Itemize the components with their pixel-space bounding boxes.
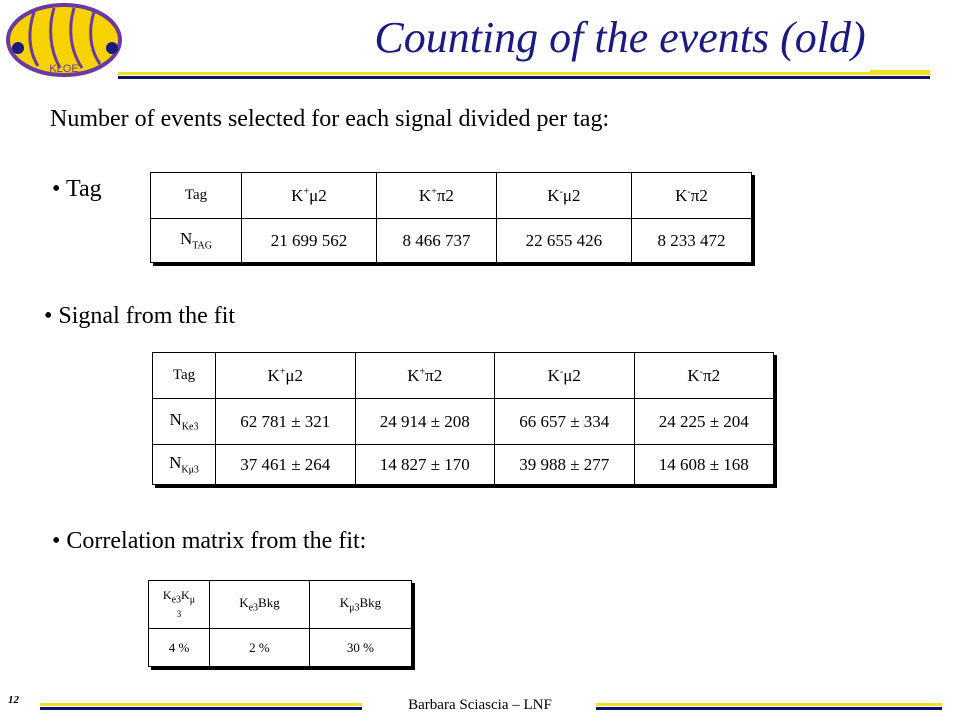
signal-ke3-2: 66 657 ± 334 bbox=[495, 399, 635, 445]
tag-header-3: K-μ2 bbox=[496, 173, 631, 219]
tag-value-1: 8 466 737 bbox=[376, 219, 496, 263]
tag-table bbox=[150, 172, 752, 263]
page-number: 12 bbox=[8, 694, 19, 706]
page-title: Counting of the events (old) bbox=[374, 13, 866, 62]
bullet-signal: • Signal from the fit bbox=[44, 303, 236, 329]
kloe-logo bbox=[4, 2, 124, 78]
signal-header-0: Tag bbox=[153, 353, 216, 399]
bullet-correlation: • Correlation matrix from the fit: bbox=[52, 528, 367, 554]
tag-header-4: K-π2 bbox=[631, 173, 751, 219]
tag-row-label: $N_{TAG}$ bbox=[151, 219, 242, 263]
signal-ke3-1: 24 914 ± 208 bbox=[355, 399, 495, 445]
corr-header-0: $K_{e3}K_\mu$ 3 bbox=[149, 581, 210, 629]
correlation-table bbox=[148, 580, 412, 667]
signal-header-2: K+π2 bbox=[355, 353, 495, 399]
title-underline-navy bbox=[118, 76, 930, 79]
tag-header-1: K+μ2 bbox=[242, 173, 377, 219]
signal-row-kmu3-label: $N_{K\mu 3}$ bbox=[153, 445, 216, 485]
signal-ke3-3: 24 225 ± 204 bbox=[634, 399, 774, 445]
signal-kmu3-3: 14 608 ± 168 bbox=[634, 445, 774, 485]
intro-text: Number of events selected for each signal divided per tag: bbox=[50, 106, 610, 132]
bullet-tag-label: Tag bbox=[65, 176, 102, 202]
corr-header-1: $K_{e3}Bkg$ bbox=[210, 581, 310, 629]
bullet-correlation-label: Correlation matrix from the fit: bbox=[66, 528, 367, 554]
corr-value-1: 2 % bbox=[210, 629, 310, 667]
signal-kmu3-1: 14 827 ± 170 bbox=[355, 445, 495, 485]
tag-value-2: 22 655 426 bbox=[496, 219, 631, 263]
bullet-tag: • Tag bbox=[52, 176, 102, 202]
tag-header-2: K+π2 bbox=[376, 173, 496, 219]
title-underline-accent bbox=[870, 70, 930, 74]
tag-value-3: 8 233 472 bbox=[631, 219, 751, 263]
footer-author: Barbara Sciascia – LNF bbox=[408, 697, 552, 713]
tag-value-0: 21 699 562 bbox=[242, 219, 377, 263]
signal-kmu3-0: 37 461 ± 264 bbox=[216, 445, 356, 485]
signal-header-4: K-π2 bbox=[634, 353, 774, 399]
footer-line-right-navy bbox=[596, 707, 942, 710]
footer-line-left-yellow bbox=[40, 703, 362, 706]
corr-value-0: 4 % bbox=[149, 629, 210, 667]
signal-table bbox=[152, 352, 774, 485]
corr-value-2: 30 % bbox=[309, 629, 411, 667]
signal-header-1: K+μ2 bbox=[216, 353, 356, 399]
signal-header-3: K-μ2 bbox=[495, 353, 635, 399]
corr-header-2: $K_{\mu 3}Bkg$ bbox=[309, 581, 411, 629]
tag-header-0: Tag bbox=[151, 173, 242, 219]
footer-line-left-navy bbox=[40, 707, 362, 710]
signal-row-ke3-label: $N_{Ke3}$ bbox=[153, 399, 216, 445]
footer-line-right-yellow bbox=[596, 703, 942, 706]
title-underline-yellow bbox=[118, 72, 930, 75]
logo-text: KLOE bbox=[49, 63, 79, 75]
signal-ke3-0: 62 781 ± 321 bbox=[216, 399, 356, 445]
signal-kmu3-2: 39 988 ± 277 bbox=[495, 445, 635, 485]
bullet-signal-label: Signal from the fit bbox=[58, 303, 236, 329]
